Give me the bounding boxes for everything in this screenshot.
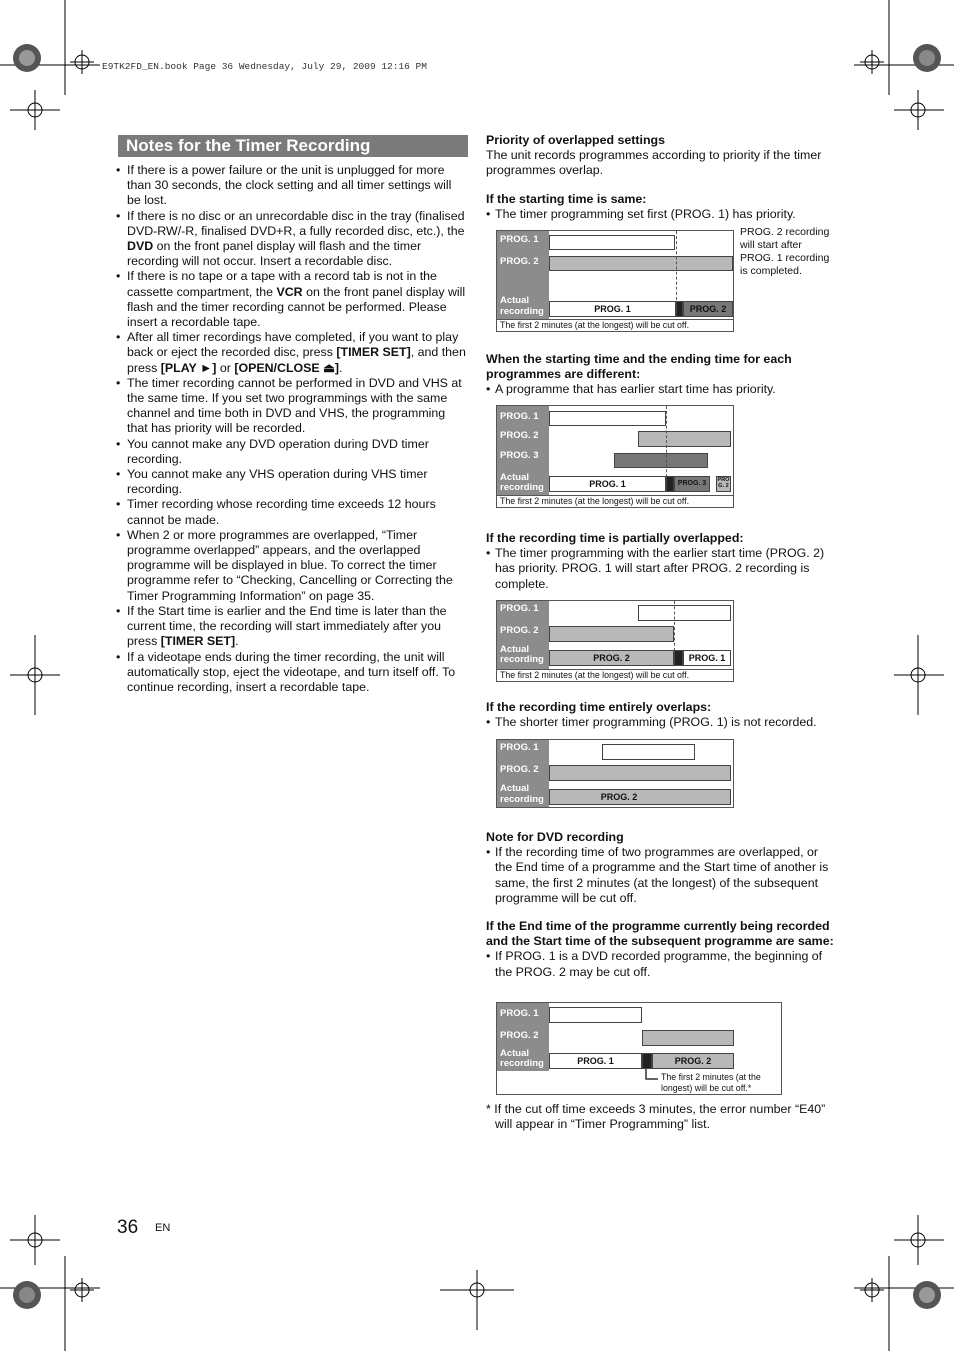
end-text: • If PROG. 1 is a DVD recorded programme, the beginning of the PROG. 2 may be cut off. <box>486 949 836 979</box>
label-prog2: PROG. 2 <box>500 764 539 775</box>
dvd-text: • If the recording time of two programmes are overlapped, or the End time of a programme and the Start time of another is same, the first 2 minutes (at the longest) of the subsequent programme will be cut off. <box>486 845 836 906</box>
label-prog1: PROG. 1 <box>500 1008 539 1019</box>
note-item: • If there is no disc or an unrecordable disc in the tray (finalised DVD-RW/-R, finalised DVD+R, a fully recorded disc, etc.), the DVD on the front panel display will flash and the timer recording will not occur. Insert a recordable disc. <box>116 209 468 270</box>
label-prog1: PROG. 1 <box>500 603 539 614</box>
actual-prog1-label: PROG. 1 <box>589 479 626 489</box>
note-item: • If there is a power failure or the unit is unplugged for more than 30 seconds, the clock setting and all timer settings will be lost. <box>116 163 468 209</box>
actual-prog2-label: PROG. 2 <box>593 653 630 663</box>
actual-prog2-label: PROG. 2 <box>689 304 727 314</box>
actual-prog2-label: PROG. 2 <box>674 1056 712 1066</box>
note-item: • You cannot make any VHS operation during VHS timer recording. <box>116 467 468 497</box>
label-actual: Actual <box>500 1048 530 1059</box>
cut-note: The first 2 minutes (at the longest) will be cut off. <box>497 319 733 331</box>
bar-prog2 <box>549 765 731 781</box>
note-item: • When 2 or more programmes are overlapped, “Timer programme overlapped” appears, and the overlapped programme will be displayed in blue. To correct the timer programme refer to “Checking, Cancelling or Correcting the Timer Programming Information” on page 35. <box>116 528 468 604</box>
diagram-partial <box>496 600 734 682</box>
book-header: E9TK2FD_EN.book Page 36 Wednesday, July 29, 2009 12:16 PM <box>102 61 427 72</box>
diff-section <box>486 352 836 398</box>
diagram-entire <box>496 739 734 808</box>
notes-list <box>116 163 468 695</box>
end-heading: If the End time of the programme currently being recorded and the Start time of the subsequent programme are same: <box>486 919 834 949</box>
bar-prog3 <box>614 453 708 468</box>
label-recording: recording <box>500 1058 544 1069</box>
note-item: • If there is no tape or a tape with a record tab is not in the cassette compartment, the VCR on the front panel display will flash and the timer recording cannot be performed. Please insert a recordable tape. <box>116 269 468 330</box>
priority-heading: Priority of overlapped settings <box>486 133 666 147</box>
label-recording: recording <box>500 794 544 805</box>
same-start-heading: If the starting time is same: <box>486 192 647 206</box>
priority-text: The unit records programmes according to priority if the timer programmes overlap. <box>486 148 822 178</box>
label-recording: recording <box>500 482 544 493</box>
label-prog3: PROG. 3 <box>500 450 539 461</box>
cut-off-block <box>666 476 674 492</box>
label-actual: Actual <box>500 783 530 794</box>
dvd-section <box>486 830 836 906</box>
bar-prog1 <box>549 1007 642 1023</box>
partial-section <box>486 531 836 592</box>
cut-off-block <box>674 650 683 666</box>
note-item: • Timer recording whose recording time exceeds 12 hours cannot be made. <box>116 497 468 527</box>
label-prog1: PROG. 1 <box>500 742 539 753</box>
note-item: • If a videotape ends during the timer recording, the unit will automatically stop, eject the videotape, and turn itself off. To continue recording, insert a recordable tape. <box>116 650 468 696</box>
label-recording: recording <box>500 654 544 665</box>
label-prog1: PROG. 1 <box>500 411 539 422</box>
end-section <box>486 919 836 980</box>
cut-note: The first 2 minutes (at the longest) will be cut off. <box>497 495 733 507</box>
page-number: 36 <box>117 1217 139 1238</box>
section-title: Notes for the Timer Recording <box>118 135 468 157</box>
note-item: • If the Start time is earlier and the End time is later than the current time, the recording will start immediately after you press [TIMER SET]. <box>116 604 468 650</box>
partial-heading: If the recording time is partially overlapped: <box>486 531 744 545</box>
label-recording: recording <box>500 306 544 317</box>
bar-prog1 <box>549 411 666 426</box>
side-note: PROG. 2 recording will start after PROG. 1 recording is completed. <box>740 226 830 277</box>
actual-prog1-label: PROG. 1 <box>688 653 726 663</box>
same-start-section <box>486 192 836 222</box>
dashed-line <box>676 231 677 305</box>
label-actual: Actual <box>500 295 530 306</box>
footnote: * If the cut off time exceeds 3 minutes, the error number “E40” will appear in “Timer Programming” list. <box>486 1102 826 1132</box>
bar-prog2 <box>638 431 731 447</box>
label-actual: Actual <box>500 644 530 655</box>
diagram-same-start <box>496 230 734 332</box>
label-prog2: PROG. 2 <box>500 256 539 267</box>
actual-prog2-label: PRO G. 2 <box>717 477 730 489</box>
dashed-line <box>666 406 667 482</box>
language-label: EN <box>155 1222 171 1234</box>
priority-section <box>486 133 836 179</box>
cut-note: The first 2 minutes (at the longest) will be cut off. <box>497 669 733 681</box>
bar-prog1 <box>602 744 695 760</box>
bar-prog1 <box>549 235 675 250</box>
partial-text: • The timer programming with the earlier start time (PROG. 2) has priority. PROG. 1 will start after PROG. 2 recording is complete. <box>486 546 836 592</box>
note-item: • After all timer recordings have completed, if you want to play back or eject the recorded disc, press [TIMER SET], and then press [PLAY ►] or [OPEN/CLOSE ⏏]. <box>116 330 468 376</box>
bar-prog2 <box>549 626 674 642</box>
dvd-heading: Note for DVD recording <box>486 830 624 844</box>
actual-prog3-label: PROG. 3 <box>677 480 707 487</box>
entire-section <box>486 700 836 730</box>
note-item: • You cannot make any DVD operation during DVD timer recording. <box>116 437 468 467</box>
label-prog2: PROG. 2 <box>500 625 539 636</box>
actual-prog1-label: PROG. 1 <box>594 304 631 314</box>
dashed-line <box>674 601 675 651</box>
label-prog2: PROG. 2 <box>500 1030 539 1041</box>
label-prog2: PROG. 2 <box>500 430 539 441</box>
cut-note: The first 2 minutes (at the longest) will be cut off.* <box>661 1072 761 1093</box>
bar-prog2 <box>642 1030 734 1046</box>
diagram-end-start-same <box>496 1002 782 1095</box>
cut-off-block <box>642 1053 652 1069</box>
entire-text: • The shorter timer programming (PROG. 1) is not recorded. <box>486 715 836 730</box>
same-start-text: • The timer programming set first (PROG. 1) has priority. <box>486 207 836 222</box>
callout-line <box>644 1069 660 1081</box>
bar-prog1 <box>638 605 731 621</box>
note-item: • The timer recording cannot be performed in DVD and VHS at the same time. If you set two programmings with the same channel and time both in DVD and VHS, the programming that has priority will be recorded. <box>116 376 468 437</box>
label-actual: Actual <box>500 472 530 483</box>
cut-off-block <box>676 301 683 317</box>
entire-heading: If the recording time entirely overlaps: <box>486 700 712 714</box>
actual-prog2-label: PROG. 2 <box>600 792 638 802</box>
diff-heading: When the starting time and the ending time for each programmes are different: <box>486 352 792 382</box>
diagram-different <box>496 405 734 508</box>
actual-prog1-label: PROG. 1 <box>577 1056 614 1066</box>
label-prog1: PROG. 1 <box>500 234 539 245</box>
bar-prog2 <box>549 256 733 271</box>
diff-text: • A programme that has earlier start time has priority. <box>486 382 836 397</box>
